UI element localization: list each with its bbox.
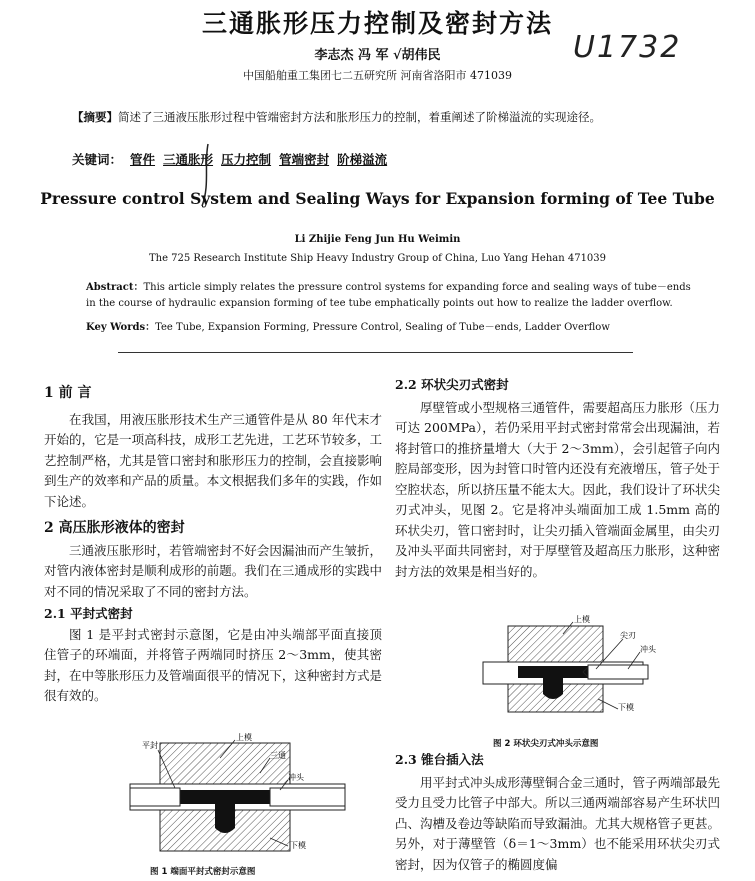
paragraph: 在我国，用液压胀形技术生产三通管件是从 80 年代末才开始的，它是一项高科技，成形工艺先进，工艺环节较多，工艺控制严格，尤其是管口密封和胀形压力的控制，会直接影响到生产的效率和产品的质量。本文根据我们多年的实践，作如下论述。 bbox=[44, 411, 382, 509]
paragraph: 三通液压胀形时，若管端密封不好会因漏油而产生皱折，对管内液体密封是顺利成形的前题。我们在三通成形的实践中对不同的情况采取了不同的密封方法。 bbox=[44, 542, 382, 599]
paper-title: 三通胀形压力控制及密封方法 bbox=[201, 9, 553, 38]
figure-2-caption: 图 2 环状尖刃式冲头示意图 bbox=[493, 739, 599, 749]
divider bbox=[118, 352, 633, 353]
keyword-cn: 三通胀形 bbox=[163, 152, 214, 167]
keyword-cn: 管端密封 bbox=[279, 152, 330, 167]
upper-die bbox=[508, 626, 603, 664]
figure-1-caption: 图 1 端面平封式密封示意图 bbox=[150, 867, 256, 877]
punch-right bbox=[270, 788, 345, 806]
figure-1-diagram bbox=[120, 728, 370, 863]
tube bbox=[518, 666, 588, 678]
upper-die bbox=[160, 743, 290, 788]
figure-2-diagram bbox=[478, 614, 673, 716]
abstract-cn bbox=[72, 107, 700, 128]
abstract-cn-label: 【摘要】 bbox=[72, 110, 118, 124]
english-keywords bbox=[86, 318, 691, 333]
right-column-lower bbox=[395, 750, 720, 875]
subsection-heading: 2.2 环状尖刃式密封 bbox=[395, 377, 509, 392]
paragraph: 图 1 是平封式密封示意图，它是由冲头端部平面直接顶住管子的环端面，并将管子两端同时挤压 2～3mm，使其密封，在中等胀形压力及管端面很平的情况下，这种密封方式是很有效的。 bbox=[44, 626, 382, 703]
english-affiliation: The 725 Research Institute Ship Heavy Industry Group of China, Luo Yang Hehan 471039 bbox=[148, 253, 607, 264]
fig1-label-lower: 下模 bbox=[290, 841, 306, 850]
english-authors: Li Zhijie Feng Jun Hu Weimin bbox=[294, 234, 461, 245]
english-keywords-text: Tee Tube, Expansion Forming, Pressure Control, Sealing of Tube－ends, Ladder Overflow bbox=[155, 322, 610, 333]
abstract-cn-text: 简述了三通液压胀形过程中管端密封方法和胀形压力的控制，着重阐述了阶梯溢流的实现途径。 bbox=[118, 110, 601, 124]
fig1-label-punch: 冲头 bbox=[288, 773, 304, 782]
keywords-cn bbox=[72, 150, 387, 168]
keyword-cn: 压力控制 bbox=[221, 152, 272, 167]
subsection-heading: 2.3 锥台插入法 bbox=[395, 752, 484, 767]
handwritten-note: U1732 bbox=[573, 30, 682, 65]
fig1-label-flat: 平封 bbox=[142, 741, 158, 750]
punch-left bbox=[130, 788, 180, 806]
left-column bbox=[44, 383, 382, 707]
english-abstract-label: Abstract： bbox=[86, 282, 144, 293]
english-abstract bbox=[86, 280, 691, 312]
fig2-label-tip: 尖刃 bbox=[620, 631, 636, 640]
english-title: Pressure control System and Sealing Ways for Expansion forming of Tee Tube bbox=[40, 189, 715, 208]
english-abstract-text: This article simply relates the pressure control systems for expanding force and sealing ways of tube－ends in the course of hydraulic expansion forming of tee tube emphatically points out how to realize the ladder overflow. bbox=[86, 282, 691, 309]
tube bbox=[180, 790, 270, 804]
english-keywords-label: Key Words： bbox=[86, 322, 156, 333]
affiliation-cn: 中国船舶重工集团七二五研究所 河南省洛阳市 471039 bbox=[243, 69, 512, 82]
fig2-label-upper: 上模 bbox=[574, 615, 590, 624]
paragraph: 用平封式冲头成形薄壁铜合金三通时，管子两端部最先受力且受力比管子中部大。所以三通两端部容易产生环状凹凸、沟槽及卷边等缺陷而导致漏油。尤其大规格管子更甚。另外，对于薄壁管（δ＝1～3mm）也不能采用环状尖刃式密封，因为仅管子的椭圆度偏 bbox=[395, 774, 721, 872]
keywords-cn-label: 关键词： bbox=[72, 152, 123, 167]
keyword-cn: 管件 bbox=[130, 152, 156, 167]
fig2-label-lower: 下模 bbox=[618, 703, 634, 712]
section-heading: 1 前 言 bbox=[44, 385, 92, 401]
fig1-label-upper: 上模 bbox=[236, 733, 252, 742]
right-column bbox=[395, 375, 720, 582]
authors-cn: 李志杰 冯 军 √胡伟民 bbox=[314, 48, 441, 63]
keyword-cn: 阶梯溢流 bbox=[337, 152, 388, 167]
fig1-label-tee: 三通 bbox=[270, 751, 286, 760]
subsection-heading: 2.1 平封式密封 bbox=[44, 606, 133, 621]
section-heading: 2 高压胀形液体的密封 bbox=[44, 520, 185, 536]
fig2-label-punch: 冲头 bbox=[640, 645, 656, 654]
paragraph: 厚壁管或小型规格三通管件，需要超高压力胀形（压力可达 200MPa），若仍采用平封式密封常常会出现漏油，若将封管口的推挤量增大（大于 2～3mm），会引起管子向内腔局部变形，因为封管口时管内还没有充液增压，管子处于空腔状态，所以挤压量不能太大。因此，我们设计了环状尖刃式冲头，见图 2。它是将冲头端面加工成 1.5mm 高的环状尖刃，管口密封时，让尖刃插入管端面金属里，由尖刃及冲头平面共同密封，对于厚壁管及超高压力胀形，这种密封方法的效果是相当好的。 bbox=[395, 399, 721, 579]
punch bbox=[588, 665, 648, 679]
